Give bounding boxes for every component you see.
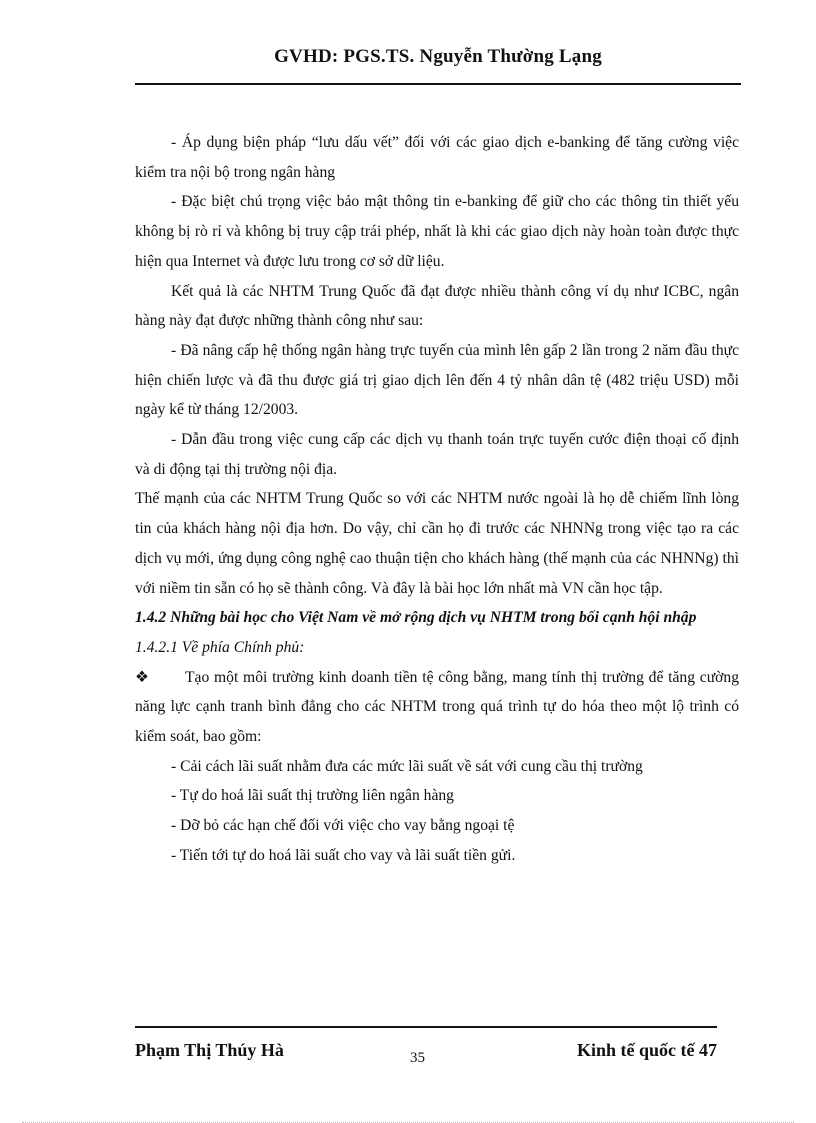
page-header-title: GVHD: PGS.TS. Nguyễn Thường Lạng (274, 46, 602, 67)
bullet-paragraph (135, 663, 739, 752)
paragraph-results: Kết quả là các NHTM Trung Quốc đã đạt được nhiều thành công ví dụ như ICBC, ngân hàng này đạt được những thành công như sau: (135, 282, 739, 330)
paragraph-upgrade: - Đã nâng cấp hệ thống ngân hàng trực tuyến của mình lên gấp 2 lần trong 2 năm đầu thực hiện chiến lược và đã thu được giá trị giao dịch lên đến 4 tỷ nhân dân tệ (482 triệu USD) mỗi ngày kể từ tháng 12/2003. (135, 341, 739, 419)
paragraph-strength: Thế mạnh của các NHTM Trung Quốc so với các NHTM nước ngoài là họ dễ chiếm lĩnh lòng tin của khách hàng nội địa hơn. Do vậy, chỉ cần họ đi trước các NHNNg trong việc tạo ra các dịch vụ mới, ứng dụng công nghệ cao thuận tiện cho khách hàng (thế mạnh của các NHNNg) thì với niềm tin sẵn có họ sẽ thành công. Và đây là bài học lớn nhất mà VN cần học tập. (135, 490, 739, 597)
list-item: - Cải cách lãi suất nhằm đưa các mức lãi suất về sát với cung cầu thị trường (171, 757, 643, 775)
footer-divider (135, 1026, 717, 1028)
paragraph-security: - Đặc biệt chú trọng việc bảo mật thông tin e-banking để giữ cho các thông tin thiết yếu không bị rò rỉ và không bị truy cập trái phép, nhất là khi các giao dịch này hoàn toàn được thực hiện qua Internet và được lưu trong cơ sở dữ liệu. (135, 193, 739, 270)
paragraph-logging-measure: - Áp dụng biện pháp “lưu dấu vết” đối với các giao dịch e-banking để tăng cường việc kiểm tra nội bộ trong ngân hàng (135, 134, 739, 181)
diamond-bullet-icon: ❖ (135, 668, 149, 686)
list-item: - Tiến tới tự do hoá lãi suất cho vay và lãi suất tiền gửi. (171, 846, 516, 864)
footer-class: Kinh tế quốc tế 47 (577, 1040, 718, 1060)
section-heading-1-4-2: 1.4.2 Những bài học cho Việt Nam về mở rộng dịch vụ NHTM trong bối cạnh hội nhập (135, 609, 697, 627)
page-number: 35 (410, 1050, 425, 1066)
header-divider (135, 83, 741, 85)
bullet-text: Tạo một môi trường kinh doanh tiền tệ công bằng, mang tính thị trường để tăng cường năng lực cạnh tranh bình đẳng cho các NHTM trong quá trình tự do hóa theo một lộ trình có kiểm soát, bao gồm: (135, 668, 739, 746)
list-item: - Dỡ bỏ các hạn chế đối với việc cho vay bằng ngoại tệ (171, 817, 515, 835)
list-item: - Tự do hoá lãi suất thị trường liên ngân hàng (171, 787, 454, 805)
paragraph-leading: - Dẫn đầu trong việc cung cấp các dịch vụ thanh toán trực tuyến cước điện thoại cố định và di động tại thị trường nội địa. (135, 431, 739, 478)
footer-author: Phạm Thị Thúy Hà (135, 1040, 284, 1060)
document-body (135, 128, 739, 871)
subsection-heading-1-4-2-1: 1.4.2.1 Về phía Chính phủ: (135, 638, 305, 656)
